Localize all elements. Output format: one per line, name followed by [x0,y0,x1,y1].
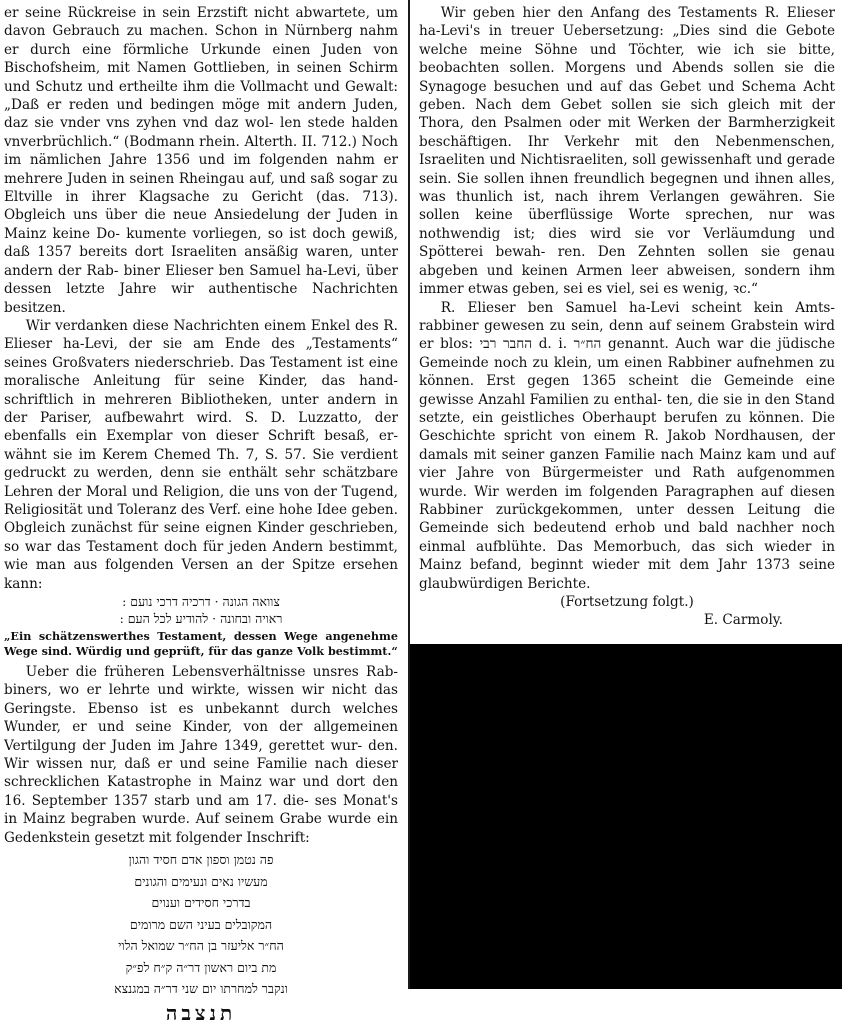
left-paragraph-3: Ueber die früheren Lebensverhältnisse unsres Rab- biners, wo er lehrte und wirkte, wissen wir nicht das Geringste. Ebenso ist es unbekannt durch welches Wunder, er und seine Kinder, von der allgemeinen Vertilgung der Juden im Jahre 1349, gerettet wur- den. Wir wissen nur, daß er und seine Familie nach dieser schrecklichen Katastrophe in Mainz war und dort den 16. September 1357 starb und am 17. die- ses Monat's in Mainz begraben wurde. Auf seinem Grabe wurde ein Gedenkstein gesetzt mit folgender Inschrift: [4,664,398,846]
hebrew-verse-1: צוואה הגונה · דרכיה דרכי נועם : [122,594,280,609]
right-paragraph-2: R. Elieser ben Samuel ha-Levi scheint kein Amts- rabbiner gewesen zu sein, denn auf seinem Grabstein wird er blos: החבר רבי d. i. הח״ר genannt. Auch war die jüdische Gemeinde noch zu klein, um einen Rabbiner aufnehmen zu können. Erst gegen 1365 scheint die Gemeinde eine gewisse Anzahl Familien zu enthal- ten, die sie in den Stand setzte, ein geistliches Oberhaupt berufen zu können. Die Geschichte spricht von einem R. Jakob Nordhausen, der damals mit seiner ganzen Familie nach Mainz kam und auf vier Jahre von Bürgermeister und Rath aufgenommen wurde. Wir werden im folgenden Paragraphen auf diesen Rabbiner zurückgekommen, unter dessen Leitung die Gemeinde sich bedeutend erhob und bald nachher noch einmal aufblühte. Das Memorbuch, das sich wieder in Mainz befand, beginnt wieder mit dem Jahr 1373 seine glaubwürdigen Berichte. [419,299,836,592]
verse-translation: „Ein schätzenswerthes Testament, dessen Wege angenehme Wege sind. Würdig und geprüft, für das ganze Volk bestimmt.“ [4,629,398,658]
author-signature: E. Carmoly. [703,612,783,629]
redacted-area [410,644,842,989]
inscription-line: מת ביום ראשון דר״ה ק״ח לפ״ק [125,959,277,975]
inscription-line: ונקבר למחרתו יום שני דר״ה במגנצא [114,981,288,997]
inscription-line: מעשיו נאים ונעימים והגונים [134,873,268,889]
left-paragraph-1: er seine Rückreise in sein Erzstift nicht abwartete, um davon Gebrauch zu machen. Schon in Nürnberg nahm er durch eine förmliche Urkunde einen Juden von Bischofsheim, mit Namen Gottlieben, in seinen Schirm und Schutz und ertheilte ihm die Vollmacht und Gewalt: „Daß er reden und bedingen möge mit andern Juden, daz sie vnder vns zyhen vnd daz wol- len stede halden vnverbrüchlich.“ (Bodmann rhein. Alterth. II. 712.) Noch im nämlichen Jahre 1356 und im folgenden nahm er mehrere Juden in seinen Rheingau auf, und saß sogar zu Eltville in ihrer Klagsache zu Gericht (das. 713). Obgleich uns über die neue Ansiedelung der Juden in Mainz keine Do- kumente vorliegen, so ist doch gewiß, daß 1357 bereits dort Israeliten ansäßig waren, unter andern der Rab- biner Elieser ben Samuel ha-Levi, über dessen letzte Jahre wir authentische Nachrichten besitzen. [4,5,398,316]
inscription-line: בדרכי חסידים וענוים [151,895,251,911]
left-paragraph-2: Wir verdanken diese Nachrichten einem Enkel des R. Elieser ha-Levi, der sie am Ende des „Testaments“ seines Großvaters niederschrieb. Das Testament ist eine moralische Anleitung für seine Kinder, das hand- schriftlich in mehreren Bibliotheken, unter andern in der Pariser, aufbewahrt wird. S. D. Luzzatto, der ebenfalls ein Exemplar von dieser Schrift besaß, er- wähnt sie im Kerem Chemed Th. 7, S. 57. Sie verdient gedruckt zu werden, denn sie enthält sehr schätzbare Lehren der Moral und Religion, die uns von der Tugend, Religiosität und Toleranz des Verf. eine hohe Idee geben. Obgleich zunächst für seine eignen Kinder geschrieben, so war das Testament doch für jeden Andern bestimmt, wie man aus folgenden Versen an der Spitze ersehen kann: [4,317,398,592]
hebrew-verse-2: ראויה ובחונה · להודיע לכל העם : [119,611,283,626]
inscription-line: הח״ר אליעזר בן הח״ר שמואל הלוי [118,938,284,954]
right-column [419,4,835,630]
inscription-line: המקובלים בעיני השם מרומים [129,916,273,932]
continued-note: (Fortsetzung folgt.) [560,594,694,610]
left-column [4,4,398,1026]
gravestone-inscription [4,849,398,1026]
right-paragraph-1: Wir geben hier den Anfang des Testaments R. Elieser ha-Levi's in treuer Uebersetzung: „Dies sind die Gebote welche meine Söhne und Töchter, wie ich sie bitte, beobachten sollen. Morgens und Abends sollen sie die Synagoge besuchen und auf das Gebet und Schema Acht geben. Nach dem Gebet sollen sie sich gleich mit der Thora, den Psalmen oder mit Werken der Barmherzigkeit beschäftigen. Ihr Verkehr mit den Nebenmenschen, Israeliten und Nichtisraeliten, soll gewissenhaft und gerade sein. Sie sollen ihnen freundlich begegnen und ihnen alles, was thunlich ist, nach ihrem Verlangen gewähren. Sie sollen keine überflüssige Worte sprechen, nur was nothwendig ist; dies wird sie vor Verläumdung und Spötterei bewah- ren. Den Zehnten sollen sie genau abgeben und keinen Armen leer abweisen, sondern ihm immer etwas geben, sei es viel, sei es wenig, ꝛc.“ [419,5,835,298]
inscription-line: פה נטמן וספון אדם חסיד והגון [128,852,274,868]
inscription-closing: תנצבה [165,1000,237,1025]
